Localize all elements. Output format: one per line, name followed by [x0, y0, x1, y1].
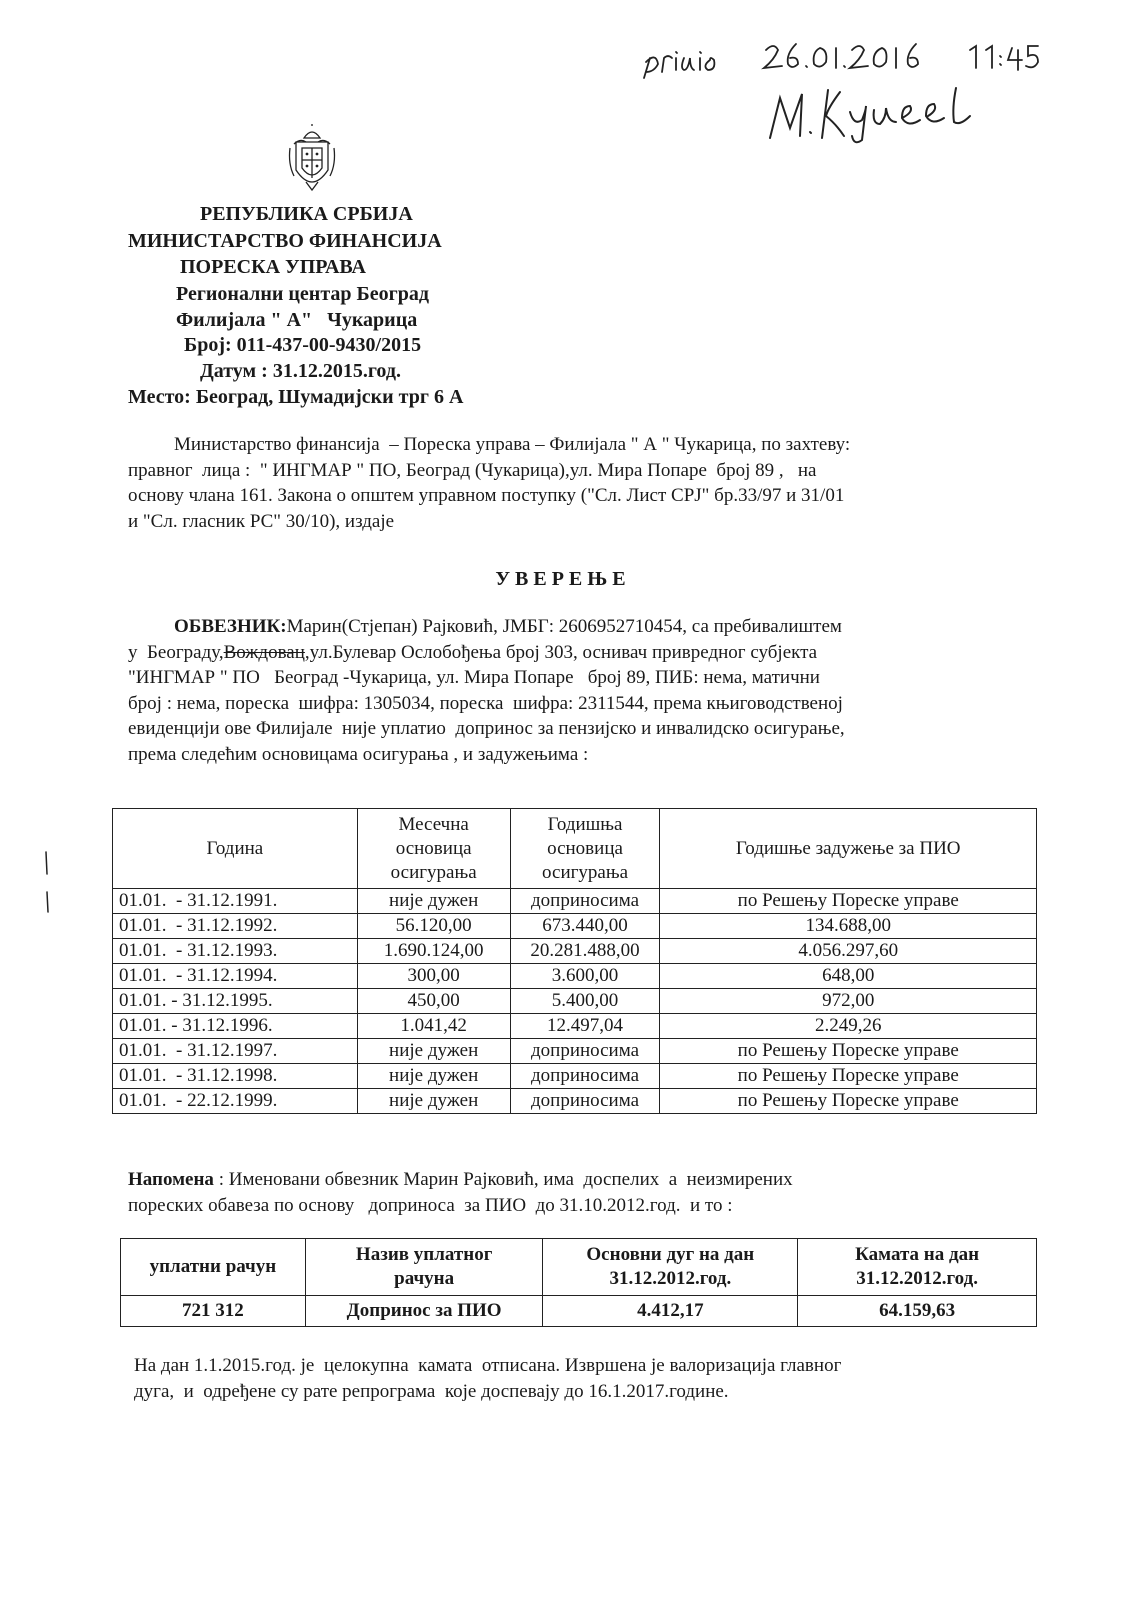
table-cell: 12.497,04 [510, 1014, 660, 1039]
table-cell: 134.688,00 [660, 914, 1037, 939]
table-cell: 721 312 [121, 1296, 306, 1327]
header-place: Место: Београд, Шумадијски трг 6 А [128, 386, 464, 408]
table-cell: 2.249,26 [660, 1014, 1037, 1039]
table-row [113, 889, 1037, 914]
table-cell: 01.01. - 31.12.1997. [113, 1039, 358, 1064]
table-cell: по Решењу Пореске управе [660, 1039, 1037, 1064]
intro-paragraph [128, 432, 1028, 534]
col-header-annual-charge: Годишње задужење за ПИО [660, 809, 1037, 889]
serbia-coat-of-arms-icon [286, 124, 338, 196]
handwritten-receipt-note [640, 28, 1080, 148]
table-row [121, 1296, 1037, 1327]
table-row [113, 1014, 1037, 1039]
table-cell: 01.01. - 31.12.1995. [113, 989, 358, 1014]
table-cell: 01.01. - 31.12.1992. [113, 914, 358, 939]
body-line: "ИНГМАР " ПО Београд -Чукарица, ул. Мира Попаре број 89, ПИБ: нема, матични [128, 667, 820, 688]
col-header-annual-base [510, 809, 660, 889]
closing-line: дуга, и одређене су рате репрограма које доспевају до 16.1.2017.године. [134, 1380, 729, 1402]
body-line: Марин(Стјепан) Рајковић, ЈМБГ: 2606952710454, са пребивалиштем [286, 616, 842, 637]
table-cell: по Решењу Пореске управе [660, 889, 1037, 914]
table-cell: 450,00 [357, 989, 510, 1014]
header-number: Број: 011-437-00-9430/2015 [184, 334, 422, 356]
col-header-monthly-base [357, 809, 510, 889]
table-header-row [121, 1239, 1037, 1296]
header-line: рачуна [394, 1268, 455, 1289]
body-line: према следећим основицама осигурања , и задужењима : [128, 743, 589, 765]
table-cell: није дужен [357, 1064, 510, 1089]
table-row [113, 1039, 1037, 1064]
header-line: Основни дуг на дан [586, 1244, 755, 1265]
header-line: основица [547, 837, 623, 859]
table-cell: по Решењу Пореске управе [660, 1089, 1037, 1114]
table-cell: 5.400,00 [510, 989, 660, 1014]
document-title: УВЕРЕЊЕ [495, 568, 631, 590]
table-cell: 01.01. - 22.12.1999. [113, 1089, 358, 1114]
header-branch: Филијала " А" Чукарица [176, 309, 418, 331]
header-ministry: МИНИСТАРСТВО ФИНАНСИЈА [128, 230, 442, 252]
intro-line: правног лица : " ИНГМАР " ПО, Београд (Чукарица),ул. Мира Попаре број 89 , на [128, 459, 817, 481]
body-line: евиденцији ове Филијале није уплатио допринос за пензијско и инвалидско осигурање, [128, 718, 845, 739]
intro-line: Министарство финансија – Пореска управа – Филијала " А " Чукарица, по захтеву: [174, 434, 851, 455]
table-cell: 673.440,00 [510, 914, 660, 939]
table-cell: 01.01. - 31.12.1998. [113, 1064, 358, 1089]
table-cell: 3.600,00 [510, 964, 660, 989]
header-line: осигурања [390, 861, 477, 883]
header-regional-center: Регионални центар Београд [176, 283, 429, 305]
table-cell: 01.01. - 31.12.1996. [113, 1014, 358, 1039]
table-row [113, 964, 1037, 989]
col-header-principal-debt [543, 1239, 798, 1296]
note-paragraph [128, 1167, 1028, 1218]
header-line: Месечна [398, 813, 469, 835]
debt-table [120, 1238, 1037, 1327]
table-row [113, 1089, 1037, 1114]
table-cell: доприносима [510, 1064, 660, 1089]
note-line: пореских обавеза по основу доприноса за ПИО до 31.10.2012.год. и то : [128, 1194, 733, 1216]
col-header-interest [798, 1239, 1037, 1296]
header-line: Назив уплатног [355, 1244, 493, 1265]
table-row [113, 939, 1037, 964]
table-cell: доприносима [510, 889, 660, 914]
col-header-year: Година [113, 809, 358, 889]
body-line: број : нема, пореска шифра: 1305034, пореска шифра: 2311544, према књиговодственој [128, 692, 843, 714]
header-date: Датум : 31.12.2015.год. [200, 360, 401, 382]
table-cell: 01.01. - 31.12.1993. [113, 939, 358, 964]
table-cell: 01.01. - 31.12.1991. [113, 889, 358, 914]
struck-text: Вождовац [223, 641, 305, 663]
intro-line: основу члана 161. Закона о општем управном поступку ("Сл. Лист СРЈ" бр.33/97 и 31/01 [128, 485, 845, 506]
header-line: 31.12.2012.год. [609, 1268, 732, 1289]
table-cell: 56.120,00 [357, 914, 510, 939]
header-tax-administration: ПОРЕСКА УПРАВА [180, 256, 366, 278]
body-line: ,ул.Булевар Ослобођења број 303, оснивач привредног субјекта [304, 641, 818, 663]
table-cell: 4.412,17 [543, 1296, 798, 1327]
table-cell: 972,00 [660, 989, 1037, 1014]
table-cell: 300,00 [357, 964, 510, 989]
table-cell: по Решењу Пореске управе [660, 1064, 1037, 1089]
table-cell: доприносима [510, 1089, 660, 1114]
table-cell: Допринос за ПИО [305, 1296, 543, 1327]
table-cell: 1.041,42 [357, 1014, 510, 1039]
closing-paragraph [134, 1353, 1034, 1404]
table-row [113, 989, 1037, 1014]
table-cell: није дужен [357, 889, 510, 914]
header-line: Камата на дан [855, 1244, 980, 1265]
body-paragraph [128, 614, 1028, 767]
header-line: Годишња [547, 813, 623, 835]
header-line: основица [395, 837, 472, 859]
note-line: : Именовани обвезник Марин Рајковић, има доспелих а неизмирених [213, 1169, 793, 1190]
contributions-table [112, 808, 1037, 1114]
table-cell: 20.281.488,00 [510, 939, 660, 964]
note-label: Напомена [128, 1169, 214, 1190]
table-row [113, 914, 1037, 939]
table-cell: доприносима [510, 1039, 660, 1064]
table-cell: 1.690.124,00 [357, 939, 510, 964]
header-republic: РЕПУБЛИКА СРБИЈА [200, 203, 413, 225]
col-header-account-name [305, 1239, 543, 1296]
closing-line: На дан 1.1.2015.год. је целокупна камата отписана. Извршена је валоризација главног [134, 1355, 842, 1376]
table-cell: 01.01. - 31.12.1994. [113, 964, 358, 989]
table-row [113, 1064, 1037, 1089]
header-line: 31.12.2012.год. [856, 1268, 978, 1289]
body-line: у Београду, [128, 641, 224, 663]
col-header-payment-account: уплатни рачун [121, 1239, 306, 1296]
taxpayer-label: ОБВЕЗНИК: [174, 616, 287, 637]
margin-pen-marks [40, 850, 60, 920]
table-cell: 64.159,63 [798, 1296, 1037, 1327]
table-cell: 648,00 [660, 964, 1037, 989]
table-header-row [113, 809, 1037, 889]
table-cell: 4.056.297,60 [660, 939, 1037, 964]
table-cell: није дужен [357, 1089, 510, 1114]
header-line: осигурања [542, 861, 629, 883]
intro-line: и "Сл. гласник РС" 30/10), издаје [128, 510, 395, 532]
table-cell: није дужен [357, 1039, 510, 1064]
